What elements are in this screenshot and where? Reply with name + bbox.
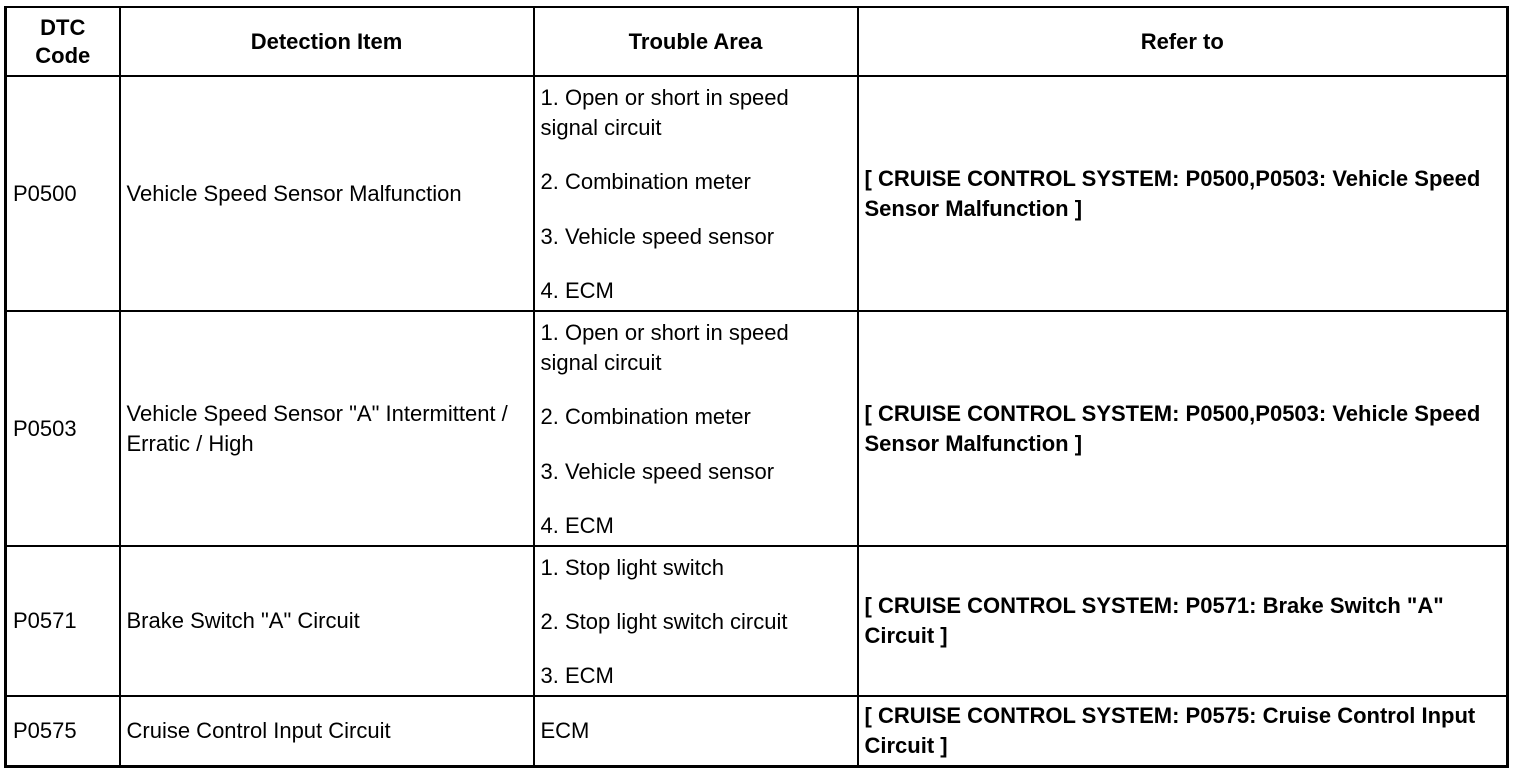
- trouble-area-item: 1. Stop light switch: [540, 555, 724, 580]
- header-row: [6, 7, 1508, 76]
- refer-to-link[interactable]: [ CRUISE CONTROL SYSTEM: P0500,P0503: Vehicle Speed Sensor Malfunction ]: [858, 76, 1508, 311]
- trouble-area-cell: [534, 311, 858, 546]
- table-row: [6, 696, 1508, 767]
- detection-item-cell: Vehicle Speed Sensor "A" Intermittent / Erratic / High: [120, 311, 534, 546]
- trouble-area-item: 2. Stop light switch circuit: [540, 609, 788, 634]
- header-trouble-area: Trouble Area: [534, 7, 858, 76]
- table-row: [6, 311, 1508, 546]
- trouble-area-cell: [534, 546, 858, 696]
- dtc-table: [4, 6, 1509, 768]
- dtc-code-cell: P0571: [6, 546, 120, 696]
- dtc-code-cell: P0575: [6, 696, 120, 767]
- detection-item-cell: Cruise Control Input Circuit: [120, 696, 534, 767]
- detection-item-cell: Brake Switch "A" Circuit: [120, 546, 534, 696]
- trouble-area-list: [541, 77, 851, 310]
- refer-to-link[interactable]: [ CRUISE CONTROL SYSTEM: P0500,P0503: Vehicle Speed Sensor Malfunction ]: [858, 311, 1508, 546]
- trouble-area-item: 3. ECM: [540, 663, 614, 688]
- trouble-area-item: 4. ECM: [540, 512, 614, 538]
- header-refer-to: Refer to: [858, 7, 1508, 76]
- trouble-area-list: [541, 547, 851, 695]
- detection-item-cell: Vehicle Speed Sensor Malfunction: [120, 76, 534, 311]
- trouble-area-list: [541, 312, 851, 545]
- trouble-area-item: 4. ECM: [540, 277, 614, 303]
- trouble-area-item: 3. Vehicle speed sensor: [540, 223, 775, 249]
- header-dtc-code: DTC Code: [6, 7, 120, 76]
- trouble-area-item: 1. Open or short in speed signal circuit: [540, 320, 789, 375]
- table-row: [6, 76, 1508, 311]
- dtc-code-cell: P0500: [6, 76, 120, 311]
- refer-to-link[interactable]: [ CRUISE CONTROL SYSTEM: P0575: Cruise Control Input Circuit ]: [858, 696, 1508, 767]
- trouble-area-cell: ECM: [534, 696, 858, 767]
- header-detection-item: Detection Item: [120, 7, 534, 76]
- trouble-area-item: 2. Combination meter: [540, 169, 751, 195]
- trouble-area-item: 1. Open or short in speed signal circuit: [540, 85, 789, 140]
- table-row: [6, 546, 1508, 696]
- refer-to-link[interactable]: [ CRUISE CONTROL SYSTEM: P0571: Brake Switch "A" Circuit ]: [858, 546, 1508, 696]
- dtc-code-cell: P0503: [6, 311, 120, 546]
- trouble-area-cell: [534, 76, 858, 311]
- trouble-area-item: 3. Vehicle speed sensor: [540, 458, 775, 484]
- trouble-area-item: 2. Combination meter: [540, 404, 751, 430]
